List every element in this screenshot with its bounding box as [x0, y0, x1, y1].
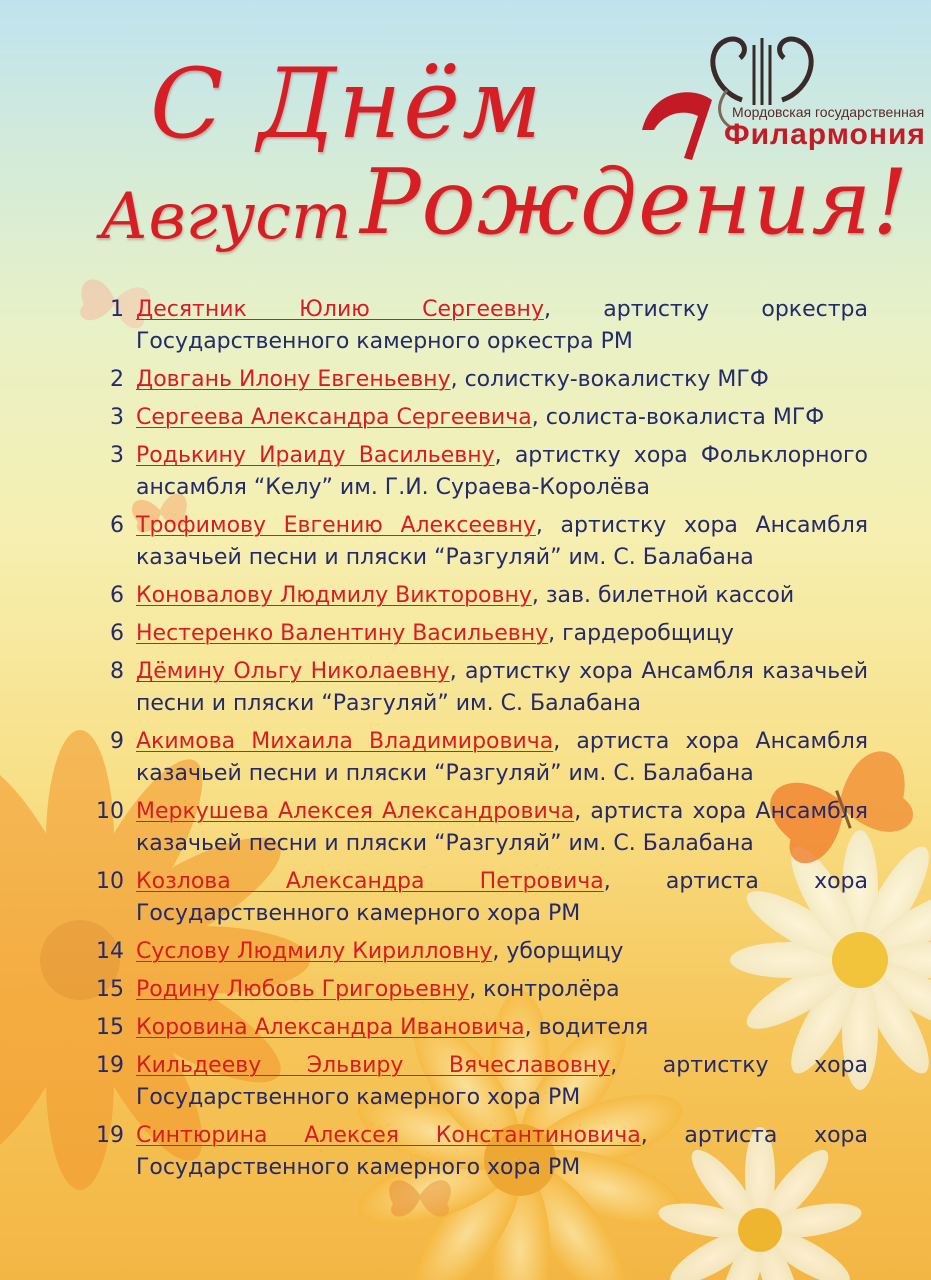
list-item	[78, 936, 868, 968]
entry-name: Коровина Александра Ивановича	[136, 1015, 525, 1040]
entry-day: 1	[110, 297, 124, 322]
entry-name: Кильдееву Эльвиру Вячеславовну	[136, 1053, 611, 1078]
logo-wordmark: Филармония	[724, 118, 926, 151]
entry-name: Родину Любовь Григорьевну	[136, 977, 470, 1002]
list-item	[78, 1012, 868, 1044]
birthday-list	[78, 294, 868, 1190]
list-item	[78, 510, 868, 574]
entry-day: 8	[110, 659, 124, 684]
entry-role: , артистку хора Фольклорного ансамбля “Келу” им. Г.И. Сураева-Королёва	[136, 443, 868, 500]
list-item	[78, 402, 868, 434]
entry-text	[136, 974, 868, 1006]
entry-day: 3	[110, 405, 124, 430]
entry-text	[136, 936, 868, 968]
list-item	[78, 726, 868, 790]
entry-role: , артиста хора Государственного камерного хора РМ	[136, 1123, 868, 1180]
entry-name: Дёмину Ольгу Николаевну	[136, 659, 450, 684]
entry-text	[136, 618, 868, 650]
entry-role: , уборщицу	[492, 939, 624, 964]
list-item	[78, 656, 868, 720]
list-item	[78, 866, 868, 930]
logo-caption: Мордовская государственная	[732, 104, 925, 120]
entry-text	[136, 294, 868, 358]
entry-text	[136, 656, 868, 720]
entry-day: 14	[96, 939, 124, 964]
entry-name: Десятник Юлию Сергеевну	[136, 297, 544, 322]
entry-day: 6	[110, 621, 124, 646]
entry-name: Сергеева Александра Сергеевича	[136, 405, 532, 430]
entry-text	[136, 440, 868, 504]
entry-text	[136, 402, 868, 434]
entry-name: Довгань Илону Евгеньевну	[136, 367, 451, 392]
entry-role: , солиста-вокалиста МГФ	[531, 405, 825, 430]
entry-name: Суслову Людмилу Кирилловну	[136, 939, 493, 964]
entry-day: 15	[96, 1015, 124, 1040]
entry-role: , контролёра	[469, 977, 620, 1002]
entry-day: 6	[110, 583, 124, 608]
list-item	[78, 618, 868, 650]
entry-role: , артистку хора Ансамбля казачьей песни и пляски “Разгуляй” им. С. Балабана	[136, 659, 869, 716]
entry-day: 6	[110, 513, 124, 538]
entry-day: 3	[110, 443, 124, 468]
entry-text	[136, 1012, 868, 1044]
list-item	[78, 440, 868, 504]
entry-text	[136, 364, 868, 396]
f-letter-icon	[642, 92, 712, 160]
entry-day: 19	[96, 1053, 124, 1078]
entry-text	[136, 726, 868, 790]
entry-role: , гардеробщицу	[548, 621, 734, 646]
entry-day: 15	[96, 977, 124, 1002]
entry-name: Родькину Ираиду Васильевну	[136, 443, 495, 468]
entry-name: Синтюрина Алексея Константиновича	[136, 1123, 641, 1148]
entry-role: , артистку хора Ансамбля казачьей песни и пляски “Разгуляй” им. С. Балабана	[136, 513, 868, 570]
list-item	[78, 1120, 868, 1184]
entry-text	[136, 796, 868, 860]
entry-role: , артиста хора Ансамбля казачьей песни и пляски “Разгуляй” им. С. Балабана	[136, 799, 868, 856]
entry-text	[136, 580, 868, 612]
entry-role: , артиста хора Государственного камерного хора РМ	[136, 869, 868, 926]
entry-name: Акимова Михаила Владимировича	[136, 729, 554, 754]
entry-role: , зав. билетной кассой	[531, 583, 795, 608]
entry-text	[136, 1120, 868, 1184]
entry-name: Меркушева Алексея Александровича	[136, 799, 575, 824]
entry-role: , солистку-вокалистку МГФ	[450, 367, 769, 392]
entry-name: Нестеренко Валентину Васильевну	[136, 621, 549, 646]
entry-name: Коновалову Людмилу Викторовну	[136, 583, 532, 608]
title-month: Август	[100, 180, 352, 254]
list-item	[78, 974, 868, 1006]
entry-day: 2	[110, 367, 124, 392]
list-item	[78, 364, 868, 396]
list-item	[78, 294, 868, 358]
list-item	[78, 580, 868, 612]
title-greeting: С Днём	[150, 48, 544, 160]
entry-day: 10	[96, 869, 124, 894]
entry-role: , артистку оркестра Государственного камерного оркестра РМ	[136, 297, 868, 354]
entry-day: 9	[110, 729, 124, 754]
entry-day: 10	[96, 799, 124, 824]
list-item	[78, 796, 868, 860]
entry-name: Козлова Александра Петровича	[136, 869, 604, 894]
entry-text	[136, 866, 868, 930]
entry-text	[136, 1050, 868, 1114]
entry-role: , артистку хора Государственного камерного хора РМ	[136, 1053, 868, 1110]
entry-role: , водителя	[524, 1015, 649, 1040]
list-item	[78, 1050, 868, 1114]
entry-name: Трофимову Евгению Алексеевну	[136, 513, 536, 538]
entry-text	[136, 510, 868, 574]
title-birthday: Рождения!	[360, 150, 910, 255]
entry-day: 19	[96, 1123, 124, 1148]
entry-role: , артиста хора Ансамбля казачьей песни и пляски “Разгуляй” им. С. Балабана	[136, 729, 868, 786]
